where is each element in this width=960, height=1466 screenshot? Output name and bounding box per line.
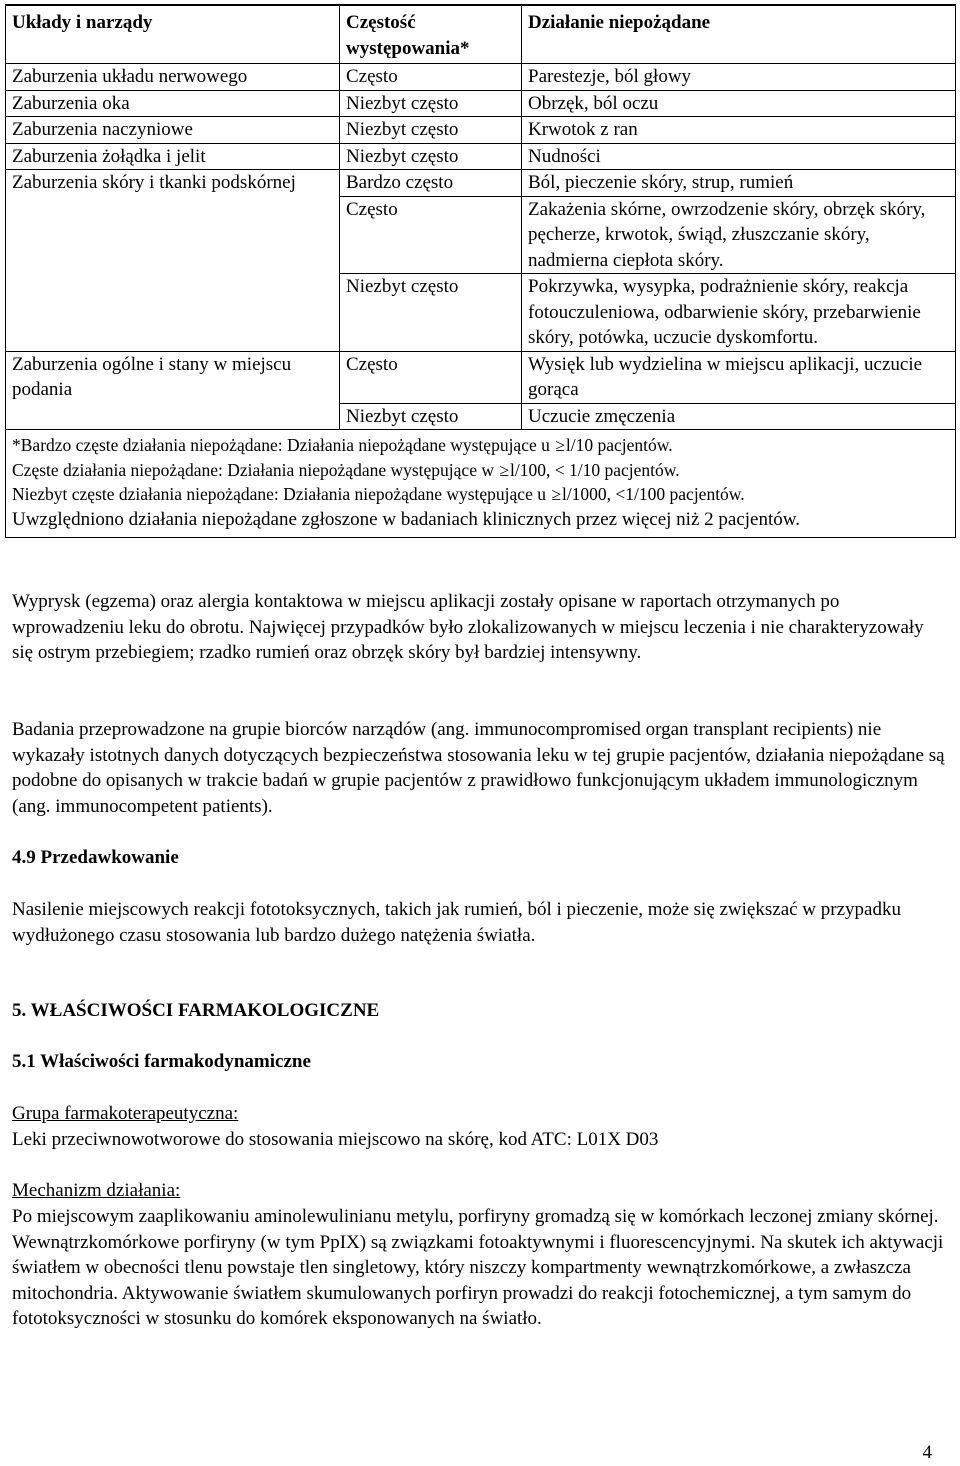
frequency-cell: Niezbyt często	[340, 274, 522, 352]
table-row	[6, 170, 956, 197]
organ-cell: Zaburzenia ogólne i stany w miejscu podania	[6, 351, 340, 430]
ge-symbol: ≥	[499, 459, 509, 480]
footnote-very-common: *Bardzo częste działania niepożądane: Działania niepożądane występujące u ≥l/10 pacjentów.	[12, 433, 949, 458]
column-header-organs: Układy i narządy	[6, 5, 340, 64]
frequency-cell: Niezbyt często	[340, 143, 522, 170]
effect-cell: Nudności	[522, 143, 956, 170]
effect-cell: Wysięk lub wydzielina w miejscu aplikacji, uczucie gorąca	[522, 351, 956, 403]
effect-cell: Krwotok z ran	[522, 117, 956, 144]
heading-overdose: 4.9 Przedawkowanie	[12, 847, 179, 868]
footnote-uncommon: Niezbyt częste działania niepożądane: Działania niepożądane występujące u ≥l/1000, <1/100 pacjentów.	[12, 482, 949, 507]
column-header-frequency: Częstość występowania*	[340, 5, 522, 64]
frequency-cell: Często	[340, 351, 522, 403]
table-row	[6, 143, 956, 170]
text-pharmacotherapeutic-group: Leki przeciwnowotworowe do stosowania miejscowo na skórę, kod ATC: L01X D03	[12, 1129, 659, 1150]
organ-cell: Zaburzenia naczyniowe	[6, 117, 340, 144]
footnote-cell	[6, 430, 956, 538]
table-row	[6, 117, 956, 144]
heading-pharmacological-properties: 5. WŁAŚCIWOŚCI FARMAKOLOGICZNE	[12, 1000, 380, 1021]
label-mechanism: Mechanizm działania:	[12, 1180, 181, 1201]
organ-cell: Zaburzenia skóry i tkanki podskórnej	[6, 170, 340, 352]
ge-symbol: ≥	[555, 435, 565, 455]
organ-cell: Zaburzenia układu nerwowego	[6, 64, 340, 91]
label-pharmacotherapeutic-group: Grupa farmakoterapeutyczna:	[12, 1103, 239, 1124]
table-row	[6, 351, 956, 403]
effect-cell: Pokrzywka, wysypka, podrażnienie skóry, reakcja fotouczuleniowa, odbarwienie skóry, przebarwienie skóry, potówka, uczucie dyskomfortu.	[522, 274, 956, 352]
frequency-cell: Niezbyt często	[340, 403, 522, 430]
table-row	[6, 90, 956, 117]
frequency-cell: Bardzo często	[340, 170, 522, 197]
column-header-effect: Działanie niepożądane	[522, 5, 956, 64]
effect-cell: Zakażenia skórne, owrzodzenie skóry, obrzęk skóry, pęcherze, krwotok, świąd, złuszczanie skóry, nadmierna ciepłota skóry.	[522, 196, 956, 274]
table-row	[6, 64, 956, 91]
effect-cell: Obrzęk, ból oczu	[522, 90, 956, 117]
paragraph-transplant: Badania przeprowadzone na grupie biorców narządów (ang. immunocompromised organ transplant recipients) nie wykazały istotnych danych dotyczących bezpieczeństwa stosowania leku w tej grupie pacjentów, działania niepożądane są podobne do opisanych w trakcie badań w grupie pacjentów z prawidłowo funkcjonującym układem immunologicznym (ang. immunocompetent patients).	[12, 719, 945, 817]
effect-cell: Ból, pieczenie skóry, strup, rumień	[522, 170, 956, 197]
table-footnote-row	[6, 430, 956, 538]
effect-cell: Parestezje, ból głowy	[522, 64, 956, 91]
organ-cell: Zaburzenia żołądka i jelit	[6, 143, 340, 170]
frequency-cell: Często	[340, 64, 522, 91]
effect-cell: Uczucie zmęczenia	[522, 403, 956, 430]
paragraph-eczema: Wyprysk (egzema) oraz alergia kontaktowa w miejscu aplikacji zostały opisane w raportach otrzymanych po wprowadzeniu leku do obrotu. Najwięcej przypadków było zlokalizowanych w miejscu leczenia i nie charakteryzowały się ostrym przebiegiem; rzadko rumień oraz obrzęk skóry był bardziej intensywny.	[12, 591, 924, 663]
footnote-clinical-trials: Uwzględniono działania niepożądane zgłoszone w badaniach klinicznych przez więcej niż 2 pacjentów.	[12, 508, 800, 530]
table-header-row	[6, 5, 956, 64]
paragraph-overdose: Nasilenie miejscowych reakcji fototoksycznych, takich jak rumień, ból i pieczenie, może się zwiększać w przypadku wydłużonego czasu stosowania lub bardzo dużego natężenia światła.	[12, 899, 901, 946]
frequency-cell: Niezbyt często	[340, 117, 522, 144]
frequency-cell: Często	[340, 196, 522, 274]
ge-symbol: ≥	[551, 484, 561, 504]
footnote-common: Częste działania niepożądane: Działania niepożądane występujące w ≥l/100, < 1/10 pacjentów.	[12, 458, 949, 483]
frequency-cell: Niezbyt często	[340, 90, 522, 117]
organ-cell: Zaburzenia oka	[6, 90, 340, 117]
text-mechanism: Po miejscowym zaaplikowaniu aminolewulinianu metylu, porfiryny gromadzą się w komórkach leczonej zmiany skórnej. Wewnątrzkomórkowe porfiryny (w tym PpIX) są związkami fotoaktywnymi i fluorescencyjnymi. Na skutek ich aktywacji światłem w obecności tlenu powstaje tlen singletowy, który niszczy kompartmenty wewnątrzkomórkowe, a zwłaszcza mitochondria. Aktywowanie światłem skumulowanych porfiryn prowadzi do reakcji fotochemicznej, a tym samym do fototoksyczności w stosunku do komórek eksponowanych na światło.	[12, 1206, 944, 1329]
adverse-effects-table	[5, 4, 956, 538]
page-number: 4	[922, 1442, 932, 1463]
heading-pharmacodynamics: 5.1 Właściwości farmakodynamiczne	[12, 1051, 311, 1072]
